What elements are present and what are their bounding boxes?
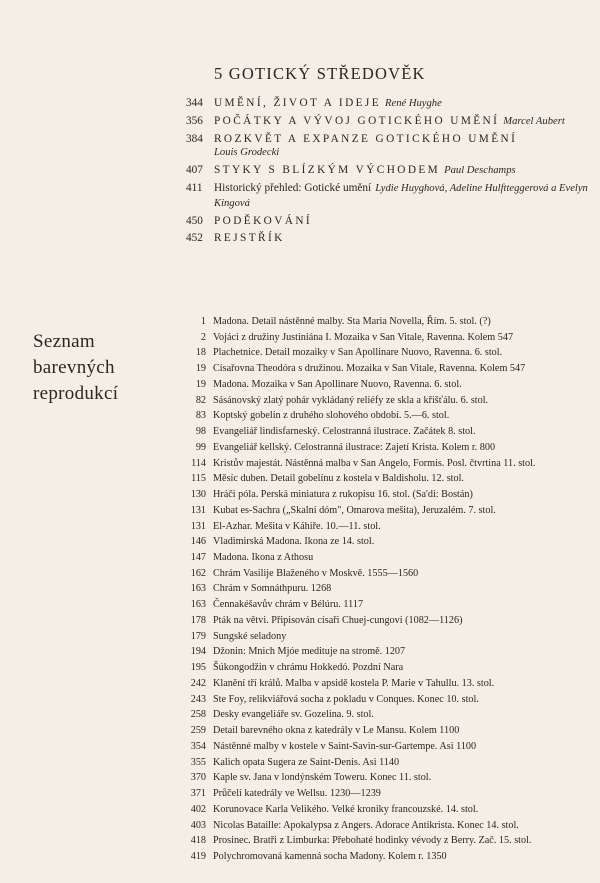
plate-page-number: 162 <box>190 567 206 579</box>
plate-page-number: 243 <box>190 693 206 705</box>
toc-entry <box>186 114 590 129</box>
toc-entry <box>186 96 590 111</box>
toc-entry-body <box>214 96 590 111</box>
plate-description: Měsíc duben. Detail gobelínu z kostela v Baldisholu. 12. stol. <box>213 473 464 485</box>
plate-row <box>186 534 586 550</box>
plate-description: Evangeliář kellský. Celostranná ilustrace: Zajetí Krista. Kolem r. 800 <box>213 441 496 453</box>
plate-description: Hráči póla. Perská miniatura z rukopisu 16. stol. (Sa'di: Bostán) <box>213 489 473 501</box>
plate-page-number: 371 <box>190 788 206 800</box>
plate-row <box>186 440 586 456</box>
toc-list <box>186 96 590 245</box>
plate-page-number: 354 <box>190 740 206 752</box>
plate-description: Ste Foy, relikviářová socha z pokladu v Conques. Konec 10. stol. <box>213 693 479 705</box>
plate-row <box>186 644 586 660</box>
toc-entry-body <box>214 181 590 211</box>
toc-page-number: 344 <box>186 97 203 109</box>
toc-page-number: 450 <box>186 214 203 227</box>
plate-row <box>186 377 586 393</box>
section-title-line: Seznam <box>33 330 95 352</box>
plate-page-number: 418 <box>190 835 206 847</box>
toc-page-number: 356 <box>186 114 203 127</box>
plate-description: Detail barevného okna z katedrály v Le Mansu. Kolem 1100 <box>213 725 460 737</box>
plate-description: Vladimirská Madona. Ikona ze 14. stol. <box>213 536 375 548</box>
plate-row <box>186 629 586 645</box>
plate-page-number: 370 <box>190 772 206 784</box>
plate-page-number: 195 <box>190 662 206 674</box>
plate-description: Chrám Vasilije Blaženého v Moskvě. 1555—1560 <box>213 567 419 579</box>
toc-author: Paul Deschamps <box>444 164 516 176</box>
plate-page-number: 82 <box>195 394 206 406</box>
plate-row <box>186 424 586 440</box>
plate-description: Madona. Ikona z Athosu <box>213 552 314 564</box>
section-title-line: barevných <box>33 356 115 378</box>
plate-row <box>186 755 586 771</box>
toc-entry-body <box>214 231 590 245</box>
section-title <box>33 329 118 407</box>
plate-description: Šúkongodžin v chrámu Hokkedó. Pozdní Nara <box>213 662 404 674</box>
toc-entry-body <box>214 163 590 178</box>
plate-row <box>186 503 586 519</box>
toc-title: UMĚNÍ, ŽIVOT A IDEJE <box>214 97 382 109</box>
plate-row <box>186 833 586 849</box>
plate-description: Kristův majestát. Nástěnná malba v San Angelo, Formis. Posl. čtvrtina 11. stol. <box>213 457 536 469</box>
plate-description: Desky evangeliáře sv. Gozelina. 9. stol. <box>213 709 374 721</box>
toc-title: ROZKVĚT A EXPANZE GOTICKÉHO UMĚNÍ <box>214 132 518 145</box>
plate-description: El-Azhar. Mešita v Káhiře. 10.—11. stol. <box>213 520 381 532</box>
toc-entry-body <box>214 114 590 129</box>
plate-row <box>186 597 586 613</box>
section-title-line: reprodukcí <box>33 382 119 404</box>
toc-entry-body <box>214 214 590 228</box>
plate-page-number: 2 <box>200 331 206 343</box>
plate-page-number: 99 <box>195 441 206 453</box>
toc-entry <box>186 214 590 228</box>
plate-description: Klanění tří králů. Malba v apsidě kostela P. Marie v Tahullu. 13. stol. <box>213 677 495 689</box>
plate-page-number: 179 <box>190 630 206 642</box>
toc-author: Marcel Aubert <box>503 115 565 127</box>
plate-row <box>186 802 586 818</box>
plate-description: Sungské seladony <box>213 630 287 642</box>
toc-entry <box>186 132 590 160</box>
plate-row <box>186 849 586 865</box>
plate-row <box>186 786 586 802</box>
plate-description: Kaple sv. Jana v londýnském Toweru. Konec 11. stol. <box>213 772 432 784</box>
plate-row <box>186 487 586 503</box>
plate-page-number: 242 <box>190 677 206 689</box>
plate-page-number: 1 <box>200 316 206 327</box>
plate-page-number: 98 <box>195 426 206 438</box>
plate-row <box>186 393 586 409</box>
toc-title: Historický přehled: Gotické umění <box>214 181 372 194</box>
plate-page-number: 163 <box>190 583 206 595</box>
plate-description: Pták na větvi. Připisován císaři Chuej-cungovi (1082—1126) <box>213 614 463 626</box>
toc-entry <box>186 163 590 178</box>
plate-description: Korunovace Karla Velikého. Velké kroniky francouzské. 14. stol. <box>213 803 479 815</box>
plate-row <box>186 519 586 535</box>
toc-title: REJSTŘÍK <box>214 231 285 244</box>
toc-heading: 5 GOTICKÝ STŘEDOVĚK <box>214 64 426 83</box>
plate-page-number: 130 <box>190 489 206 501</box>
plate-page-number: 402 <box>190 803 206 815</box>
plate-page-number: 419 <box>190 850 206 862</box>
plate-row <box>186 314 586 330</box>
plate-description: Průčelí katedrály ve Wellsu. 1230—1239 <box>213 788 381 800</box>
plate-row <box>186 739 586 755</box>
toc-page-number: 411 <box>186 181 203 194</box>
plate-page-number: 114 <box>191 457 206 469</box>
plate-page-number: 147 <box>190 552 206 564</box>
plate-page-number: 131 <box>190 520 206 532</box>
plate-description: Kubat es-Sachra („Skalní dóm", Omarova mešita), Jeruzalém. 7. stol. <box>213 504 496 516</box>
plate-page-number: 18 <box>195 347 206 359</box>
plate-description: Madona. Mozaika v San Apollinare Nuovo, Ravenna. 6. stol. <box>213 378 462 390</box>
plate-page-number: 178 <box>190 614 206 626</box>
toc-page-number: 384 <box>186 132 203 145</box>
plate-list <box>186 314 586 865</box>
toc-page-number: 407 <box>186 163 203 176</box>
plate-row <box>186 581 586 597</box>
plate-row <box>186 770 586 786</box>
plate-description: Džonin: Mnich Mjóe medituje na stromě. 1207 <box>213 646 406 658</box>
plate-row <box>186 471 586 487</box>
toc-author: Lydie Huyghová, Adeline Hulftteggerová a Evelyn Kingová <box>214 182 588 209</box>
plate-description: Madona. Detail nástěnné malby. Sta Maria Novella, Řím. 5. stol. (?) <box>213 316 491 327</box>
plate-page-number: 258 <box>190 709 206 721</box>
plate-row <box>186 361 586 377</box>
plate-row <box>186 408 586 424</box>
plate-page-number: 163 <box>190 599 206 611</box>
toc-title: POČÁTKY A VÝVOJ GOTICKÉHO UMĚNÍ <box>214 114 500 127</box>
plate-description: Koptský gobelín z druhého slohového období. 5.—6. stol. <box>213 410 450 422</box>
plate-row <box>186 550 586 566</box>
plate-page-number: 259 <box>190 725 206 737</box>
toc-title: PODĚKOVÁNÍ <box>214 214 313 227</box>
toc-title: STYKY S BLÍZKÝM VÝCHODEM <box>214 163 441 176</box>
plate-row <box>186 660 586 676</box>
plate-description: Evangeliář lindisfarneský. Celostranná ilustrace. Začátek 8. stol. <box>213 426 476 438</box>
plate-page-number: 83 <box>195 410 206 422</box>
plate-row <box>186 723 586 739</box>
plate-page-number: 131 <box>190 504 206 516</box>
plate-page-number: 146 <box>190 536 206 548</box>
plate-page-number: 19 <box>195 378 206 390</box>
plate-row <box>186 456 586 472</box>
toc-entry <box>186 231 590 245</box>
toc-author: Louis Grodecki <box>214 146 280 158</box>
plate-row <box>186 818 586 834</box>
plate-description: Císařovna Theodóra s družinou. Mozaika v San Vitale, Ravenna. Kolem 547 <box>213 363 526 375</box>
plate-description: Kalich opata Sugera ze Saint-Denis. Asi 1140 <box>213 756 400 768</box>
plate-description: Vojáci z družiny Justiniána I. Mozaika v San Vitale, Ravenna. Kolem 547 <box>213 331 514 343</box>
plate-page-number: 355 <box>190 756 206 768</box>
plate-row <box>186 330 586 346</box>
plate-row <box>186 707 586 723</box>
plate-page-number: 194 <box>190 646 206 658</box>
plate-description: Sásánovský zlatý pohár vykládaný reliéfy ze skla a křišťálu. 6. stol. <box>213 394 489 406</box>
plate-row <box>186 566 586 582</box>
plate-description: Polychromovaná kamenná socha Madony. Kolem r. 1350 <box>213 850 447 862</box>
plate-description: Nicolas Bataille: Apokalypsa z Angers. Adorace Antikrista. Konec 14. stol. <box>213 819 519 831</box>
plate-page-number: 403 <box>190 819 206 831</box>
plate-row <box>186 613 586 629</box>
toc-entry <box>186 181 590 211</box>
plate-description: Chrám v Somnáthpuru. 1268 <box>213 583 332 595</box>
plate-description: Plachetnice. Detail mozaiky v San Apollinare Nuovo, Ravenna. 6. stol. <box>213 347 503 359</box>
plate-row <box>186 676 586 692</box>
plate-page-number: 19 <box>195 363 206 375</box>
toc-page-number: 452 <box>186 231 203 244</box>
plate-page-number: 115 <box>191 473 206 485</box>
toc-entry-body <box>214 132 590 160</box>
table-of-contents <box>186 64 590 247</box>
toc-author: René Huyghe <box>385 98 442 109</box>
plate-description: Čennakéšavův chrám v Bélúru. 1117 <box>213 599 364 611</box>
plate-row <box>186 692 586 708</box>
plate-description: Prosinec. Bratři z Limburka: Přebohaté hodinky vévody z Berry. Zač. 15. stol. <box>213 835 532 847</box>
plate-row <box>186 345 586 361</box>
plate-description: Nástěnné malby v kostele v Saint-Savin-sur-Gartempe. Asi 1100 <box>213 740 477 752</box>
